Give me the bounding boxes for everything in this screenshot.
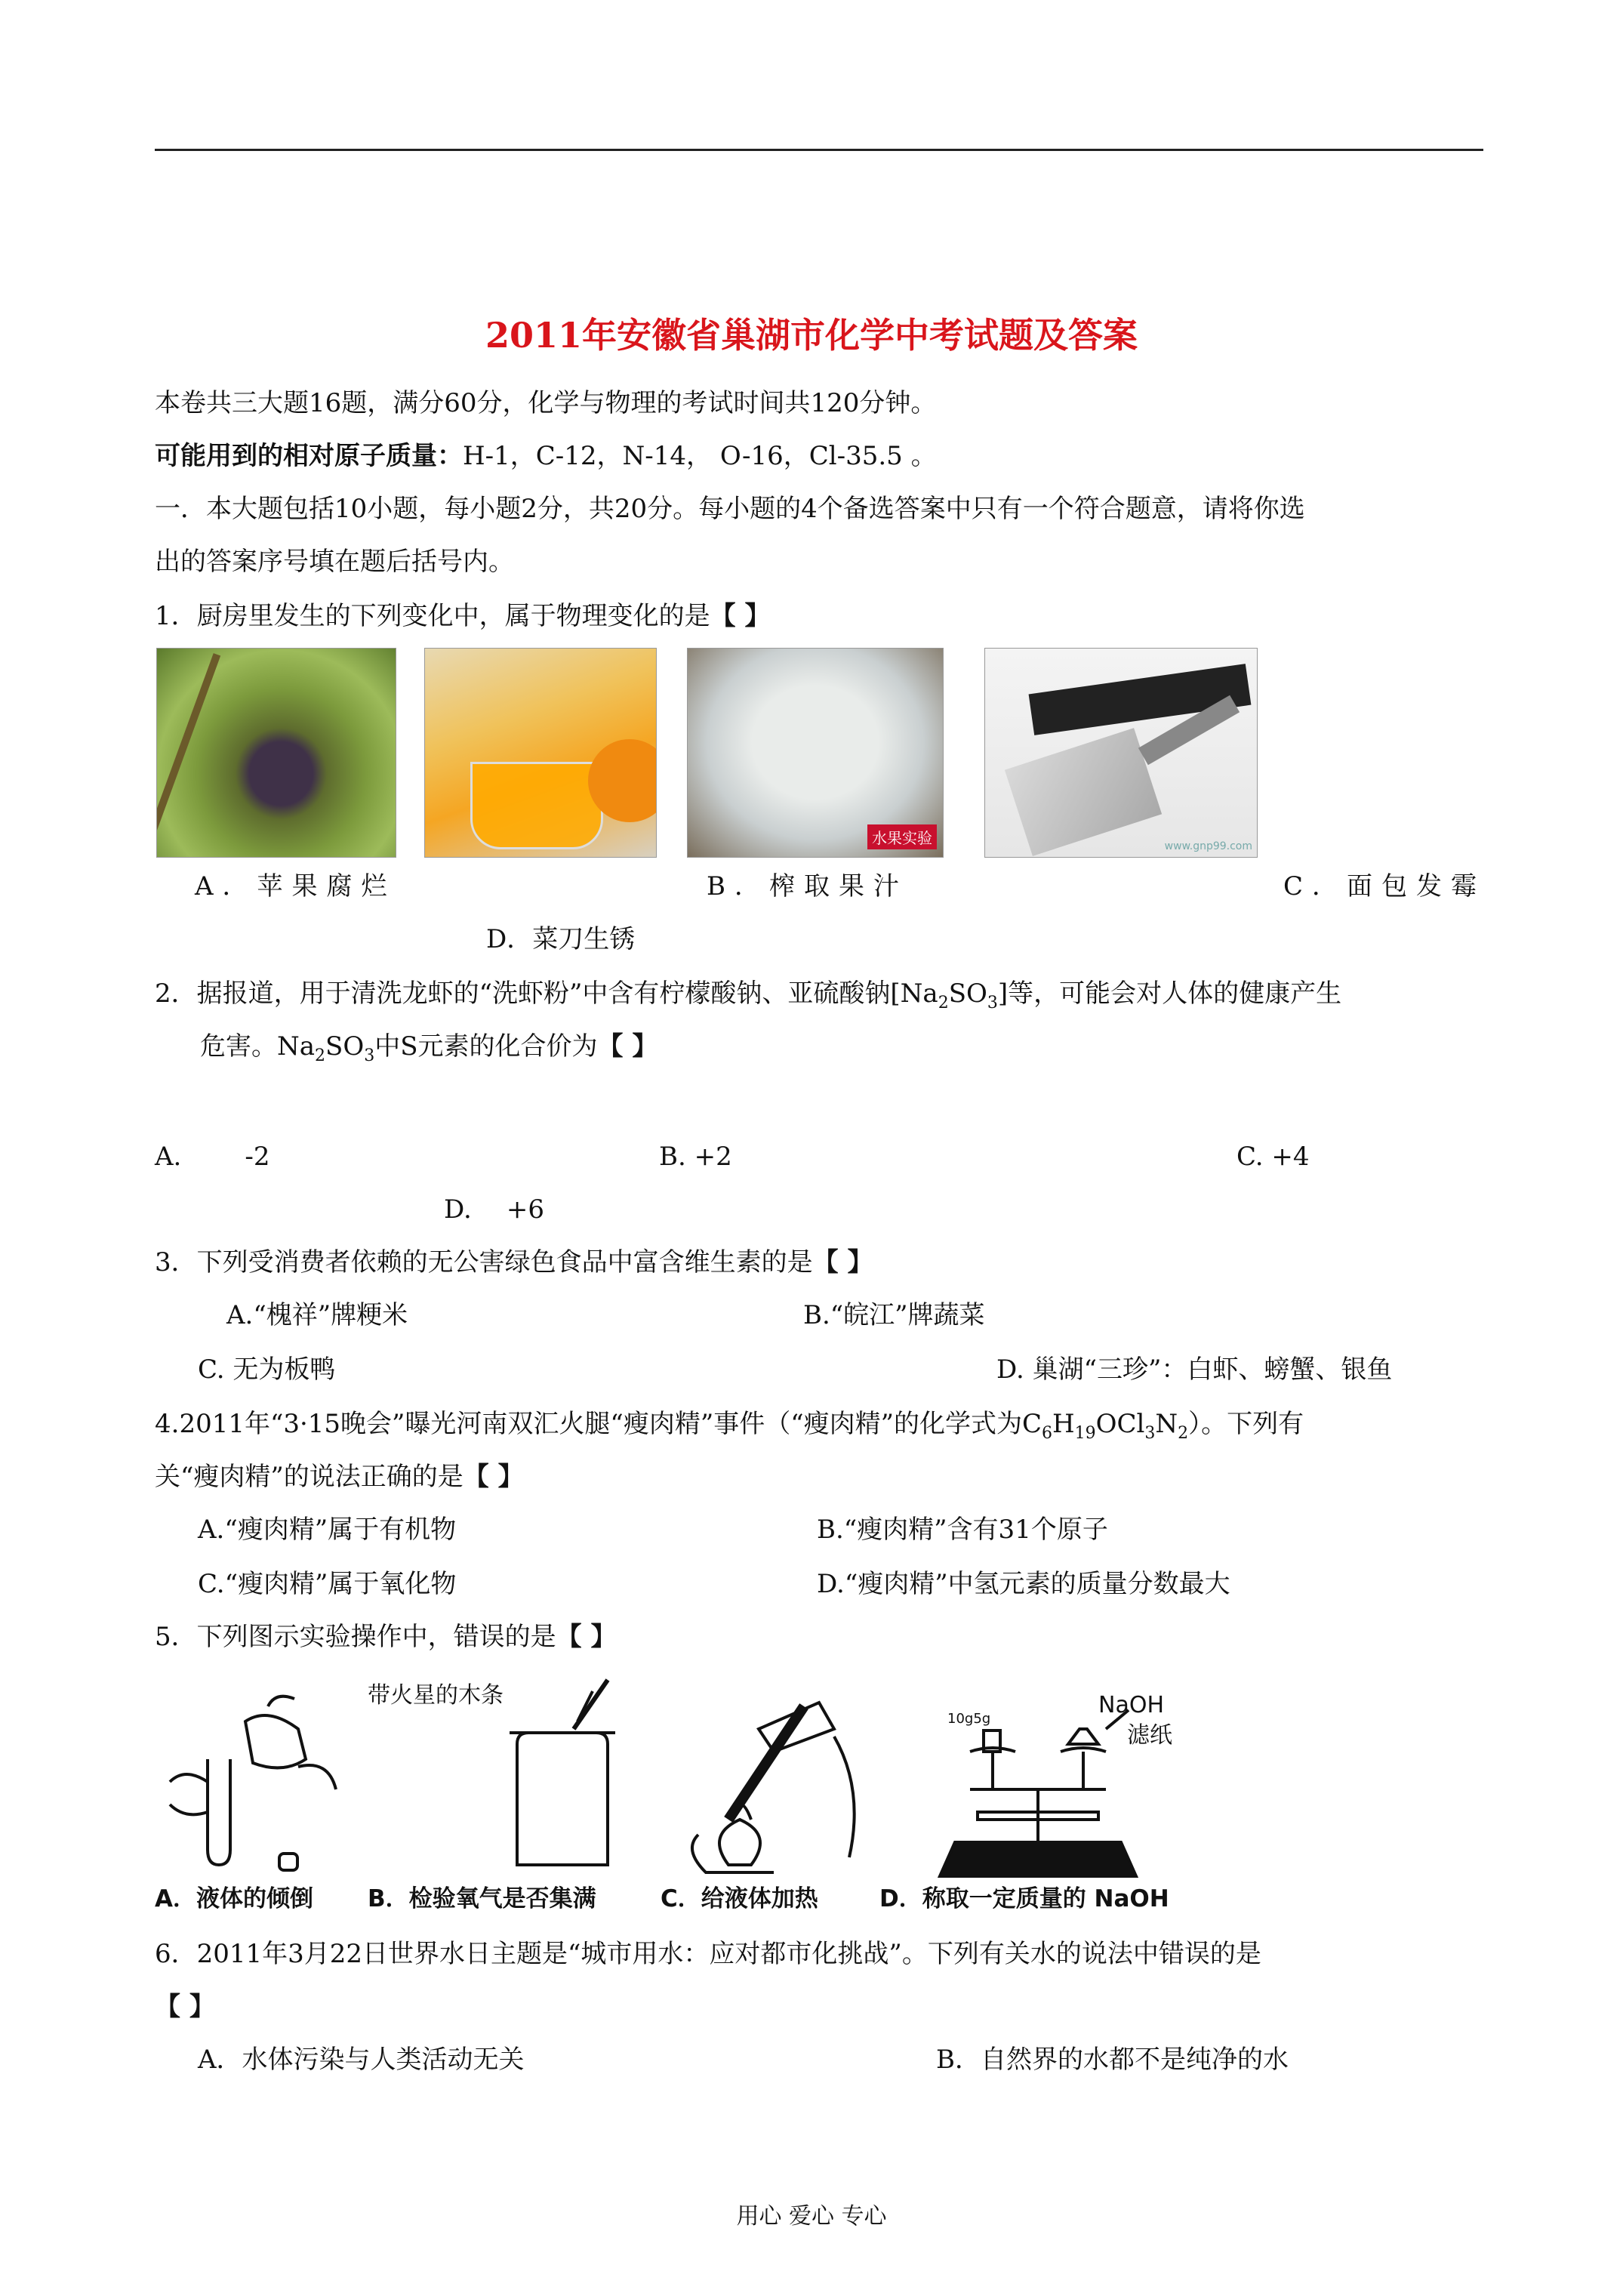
test-tube-icon	[208, 1759, 230, 1865]
section-instruction-line-1: 一．本大题包括10小题，每小题2分，共20分。每小题的4个备选答案中只有一个符合题意，请将你选	[155, 494, 1305, 524]
label-splint: 带火星的木条	[368, 1682, 504, 1709]
q1-photo-juice	[424, 648, 657, 858]
q3-stem: 3．下列受消费者依赖的无公害绿色食品中富含维生素的是【 】	[155, 1247, 873, 1277]
q1-option-c: C．面包发霉	[1283, 871, 1486, 901]
q2-option-c: C. +4	[1236, 1142, 1310, 1172]
stopper-icon	[279, 1854, 297, 1870]
q4-line-2: 关“瘦肉精”的说法正确的是【 】	[155, 1462, 524, 1492]
q1-photo-moldy-bread	[687, 648, 944, 858]
label-naoh: NaOH	[1098, 1692, 1164, 1718]
q1-photo-site: www.gnp99.com	[1164, 840, 1252, 852]
atomic-mass-line	[155, 439, 937, 473]
q1-photo-kitchen-knife	[984, 648, 1258, 858]
alcohol-lamp-icon	[719, 1820, 760, 1865]
q4-option-b: B.“瘦肉精”含有31个原子	[817, 1515, 1108, 1545]
q4-answer-bracket: 【 】	[463, 1462, 524, 1492]
q2-answer-bracket: 【 】	[597, 1031, 658, 1062]
gas-jar-icon	[517, 1733, 608, 1865]
label-filter-paper: 滤纸	[1127, 1722, 1172, 1749]
q3-option-b: B.“皖江”牌蔬菜	[803, 1300, 985, 1330]
heated-test-tube-icon	[728, 1706, 804, 1820]
atomic-mass-values: H-1，C-12，N-14， O-16，Cl-35.5 。	[463, 441, 937, 471]
caption-b: B．检验氧气是否集满	[368, 1885, 596, 1912]
q1-option-a: A．苹果腐烂	[195, 871, 396, 901]
q5-stem: 5．下列图示实验操作中，错误的是【 】	[155, 1622, 617, 1652]
q3-answer-bracket: 【 】	[812, 1247, 873, 1277]
atomic-mass-label: 可能用到的相对原子质量：	[155, 441, 463, 471]
label-weights: 10g5g	[947, 1711, 991, 1727]
q3-option-a: A.“槐祥”牌粳米	[226, 1300, 408, 1330]
q6-option-b: B．自然界的水都不是纯净的水	[936, 2045, 1289, 2075]
q6-answer-bracket: 【 】	[155, 1992, 215, 2022]
q2-option-d: D. +6	[444, 1194, 544, 1225]
q2-option-a: A. -2	[155, 1142, 270, 1172]
q1-answer-bracket: 【 】	[710, 601, 771, 631]
q6-stem: 6．2011年3月22日世界水日主题是“城市用水：应对都市化挑战”。下列有关水的说法中错误的是	[155, 1939, 1261, 1969]
section-instruction-line-2: 出的答案序号填在题后括号内。	[155, 547, 514, 577]
q3-option-d: D. 巢湖“三珍”：白虾、螃蟹、银鱼	[996, 1354, 1393, 1385]
balance-base-icon	[940, 1842, 1136, 1876]
hand-icon	[170, 1774, 208, 1814]
q5-experiment-figure	[155, 1676, 1212, 1918]
q4-option-d: D.“瘦肉精”中氢元素的质量分数最大	[817, 1569, 1230, 1599]
caption-a: A．液体的倾倒	[155, 1885, 313, 1912]
page-title: 2011年安徽省巢湖市化学中考试题及答案	[485, 315, 1138, 356]
q1-photo-rotten-apple	[156, 648, 396, 858]
right-pan-icon	[1061, 1748, 1106, 1752]
q1-stem-text: 1．厨房里发生的下列变化中，属于物理变化的是	[155, 601, 710, 631]
q1-photo-watermark: 水果实验	[867, 824, 937, 849]
reagent-bottle-icon	[245, 1715, 306, 1767]
q4-option-c: C.“瘦肉精”属于氧化物	[198, 1569, 457, 1599]
q4-line-1: 4.2011年“3·15晚会”曝光河南双汇火腿“瘦肉精”事件（“瘦肉精”的化学式为$C_6H_{19}OCl_3N_2$）。下列有	[155, 1409, 1304, 1443]
page-footer: 用心 爱心 专心	[736, 2203, 887, 2230]
q1-option-b: B．榨取果汁	[707, 871, 908, 901]
q4-option-a: A.“瘦肉精”属于有机物	[198, 1515, 457, 1545]
header-rule	[155, 149, 1483, 151]
q2-option-b: B. +2	[659, 1142, 732, 1172]
intro-line: 本卷共三大题16题，满分60分，化学与物理的考试时间共120分钟。	[155, 388, 937, 418]
hand-holding-icon	[834, 1737, 855, 1857]
q2-line-2: 危害。$Na_2SO_3$中S元素的化合价为【 】	[200, 1031, 658, 1065]
q1-stem	[155, 599, 770, 633]
caption-d: D．称取一定质量的 NaOH	[879, 1885, 1169, 1912]
caption-c: C．给液体加热	[661, 1885, 818, 1912]
q3-option-c: C. 无为板鸭	[198, 1354, 336, 1385]
q6-option-a: A．水体污染与人类活动无关	[198, 2045, 525, 2075]
q2-line-1: 2．据报道，用于清洗龙虾的“洗虾粉”中含有柠檬酸钠、亚硫酸钠$[Na_2SO_3]$等，可能会对人体的健康产生	[155, 978, 1342, 1012]
q1-option-d: D．菜刀生锈	[486, 924, 636, 954]
q5-answer-bracket: 【 】	[556, 1622, 617, 1652]
filter-paper-icon	[1068, 1729, 1098, 1744]
